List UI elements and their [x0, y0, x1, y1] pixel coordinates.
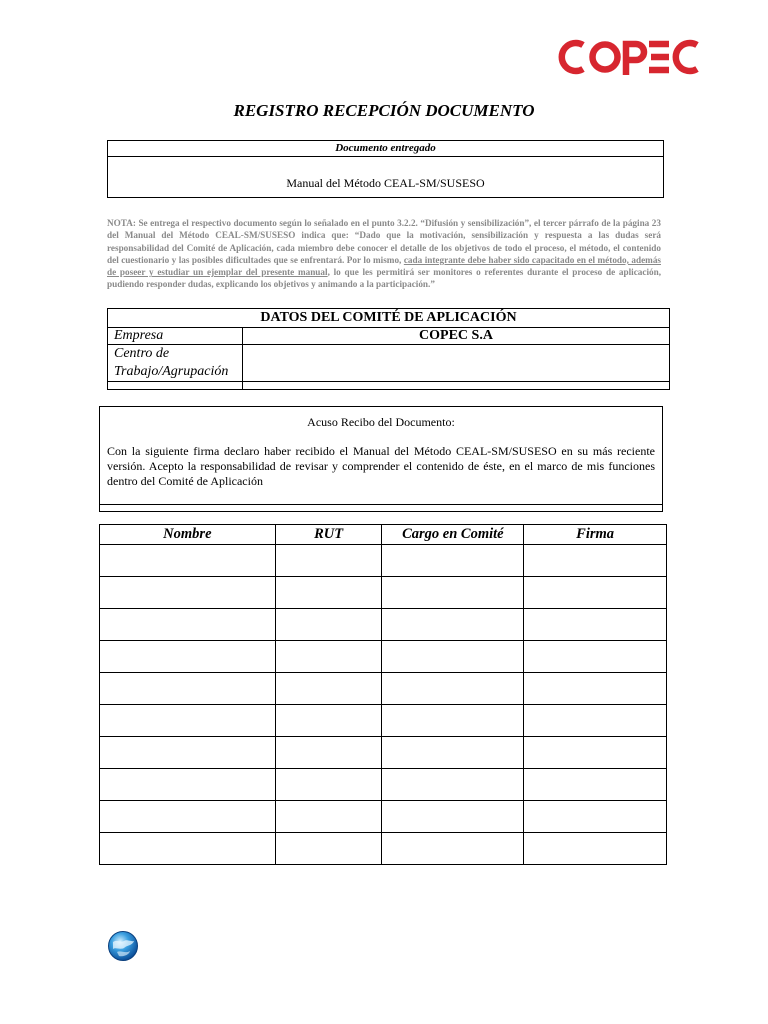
work-center-label: Centro de Trabajo/Agrupación	[108, 345, 243, 382]
signature-cell-firma[interactable]	[524, 641, 667, 673]
page-title: REGISTRO RECEPCIÓN DOCUMENTO	[233, 101, 535, 120]
signature-cell-rut[interactable]	[275, 769, 382, 801]
signature-cell-firma[interactable]	[524, 737, 667, 769]
note-part1: NOTA: Se entrega el respectivo documento según lo señalado en el punto 3.2.2. “Difusión y sensibilización”, el tercer párrafo de la página 23 del Manual del Método CEAL-SM/SUSESO indica que: “Dado que la motivación, sensibilización y respuesta a las dudas será responsabilidad del Comité de Aplicación, cada miembro debe conocer el detalle de los objetivos de todo el proceso, el método, el contenido del cuestionario y las posibles dificultades que se enfrentará. Por lo mismo,	[107, 218, 661, 265]
signature-cell-firma[interactable]	[524, 801, 667, 833]
signature-table	[99, 524, 667, 865]
signature-cell-name[interactable]	[100, 577, 276, 609]
note-paragraph	[107, 217, 661, 291]
signature-cell-cargo[interactable]	[382, 545, 524, 577]
signature-header-row	[100, 525, 667, 545]
signature-row	[100, 705, 667, 737]
acknowledgement-divider	[100, 504, 662, 505]
signature-cell-name[interactable]	[100, 737, 276, 769]
committee-spacer-cell	[108, 382, 243, 390]
delivered-document-header: Documento entregado	[108, 141, 663, 157]
signature-cell-name[interactable]	[100, 769, 276, 801]
signature-cell-cargo[interactable]	[382, 673, 524, 705]
signature-row	[100, 609, 667, 641]
signature-row	[100, 545, 667, 577]
signature-cell-rut[interactable]	[275, 705, 382, 737]
signature-cell-rut[interactable]	[275, 801, 382, 833]
delivered-document-box	[107, 140, 664, 198]
signature-cell-cargo[interactable]	[382, 769, 524, 801]
copec-logo	[556, 36, 701, 78]
signature-row	[100, 641, 667, 673]
signature-cell-rut[interactable]	[275, 545, 382, 577]
column-header-cargo: Cargo en Comité	[382, 525, 524, 545]
acknowledgement-box	[99, 406, 663, 512]
column-header-nombre: Nombre	[100, 525, 276, 545]
signature-cell-name[interactable]	[100, 641, 276, 673]
work-center-value[interactable]	[243, 345, 670, 382]
acknowledgement-text: Con la siguiente firma declaro haber recibido el Manual del Método CEAL-SM/SUSESO en su más reciente versión. Acepto la responsabilidad de revisar y comprender el contenido de éste, en el marco de mis funciones dentro del Comité de Aplicación	[107, 444, 655, 488]
signature-cell-rut[interactable]	[275, 641, 382, 673]
signature-row	[100, 769, 667, 801]
signature-row	[100, 673, 667, 705]
globe-icon	[107, 930, 139, 962]
signature-cell-cargo[interactable]	[382, 577, 524, 609]
signature-cell-rut[interactable]	[275, 609, 382, 641]
signature-row	[100, 737, 667, 769]
signature-cell-cargo[interactable]	[382, 705, 524, 737]
company-value: COPEC S.A	[243, 328, 670, 345]
signature-cell-cargo[interactable]	[382, 641, 524, 673]
signature-cell-firma[interactable]	[524, 673, 667, 705]
signature-cell-cargo[interactable]	[382, 801, 524, 833]
signature-cell-firma[interactable]	[524, 833, 667, 865]
committee-spacer-cell	[243, 382, 670, 390]
signature-cell-firma[interactable]	[524, 577, 667, 609]
column-header-firma: Firma	[524, 525, 667, 545]
acknowledgement-title: Acuso Recibo del Documento:	[307, 415, 455, 429]
signature-cell-firma[interactable]	[524, 705, 667, 737]
signature-cell-name[interactable]	[100, 833, 276, 865]
signature-cell-name[interactable]	[100, 609, 276, 641]
signature-row	[100, 833, 667, 865]
note-underlined: cada integrante debe haber sido capacitado en el método, además de poseer y estudiar un ejemplar del presente manual	[107, 254, 661, 278]
signature-cell-firma[interactable]	[524, 545, 667, 577]
signature-cell-name[interactable]	[100, 705, 276, 737]
signature-cell-rut[interactable]	[275, 577, 382, 609]
company-label: Empresa	[108, 328, 243, 345]
signature-cell-rut[interactable]	[275, 833, 382, 865]
committee-table	[107, 308, 670, 390]
signature-cell-rut[interactable]	[275, 673, 382, 705]
signature-cell-cargo[interactable]	[382, 609, 524, 641]
signature-cell-cargo[interactable]	[382, 833, 524, 865]
signature-cell-name[interactable]	[100, 801, 276, 833]
committee-title: DATOS DEL COMITÉ DE APLICACIÓN	[108, 309, 670, 328]
signature-rows	[100, 545, 667, 865]
signature-cell-name[interactable]	[100, 673, 276, 705]
signature-cell-rut[interactable]	[275, 737, 382, 769]
signature-cell-cargo[interactable]	[382, 737, 524, 769]
note-part2: , lo que les permitirá ser monitores o referentes durante el proceso de aplicación, pudiendo responder dudas, explicando los objetivos y animando a la participación.”	[107, 267, 661, 290]
signature-row	[100, 801, 667, 833]
column-header-rut: RUT	[275, 525, 382, 545]
signature-cell-firma[interactable]	[524, 769, 667, 801]
signature-cell-name[interactable]	[100, 545, 276, 577]
signature-cell-firma[interactable]	[524, 609, 667, 641]
signature-row	[100, 577, 667, 609]
delivered-document-value: Manual del Método CEAL-SM/SUSESO	[286, 176, 485, 190]
